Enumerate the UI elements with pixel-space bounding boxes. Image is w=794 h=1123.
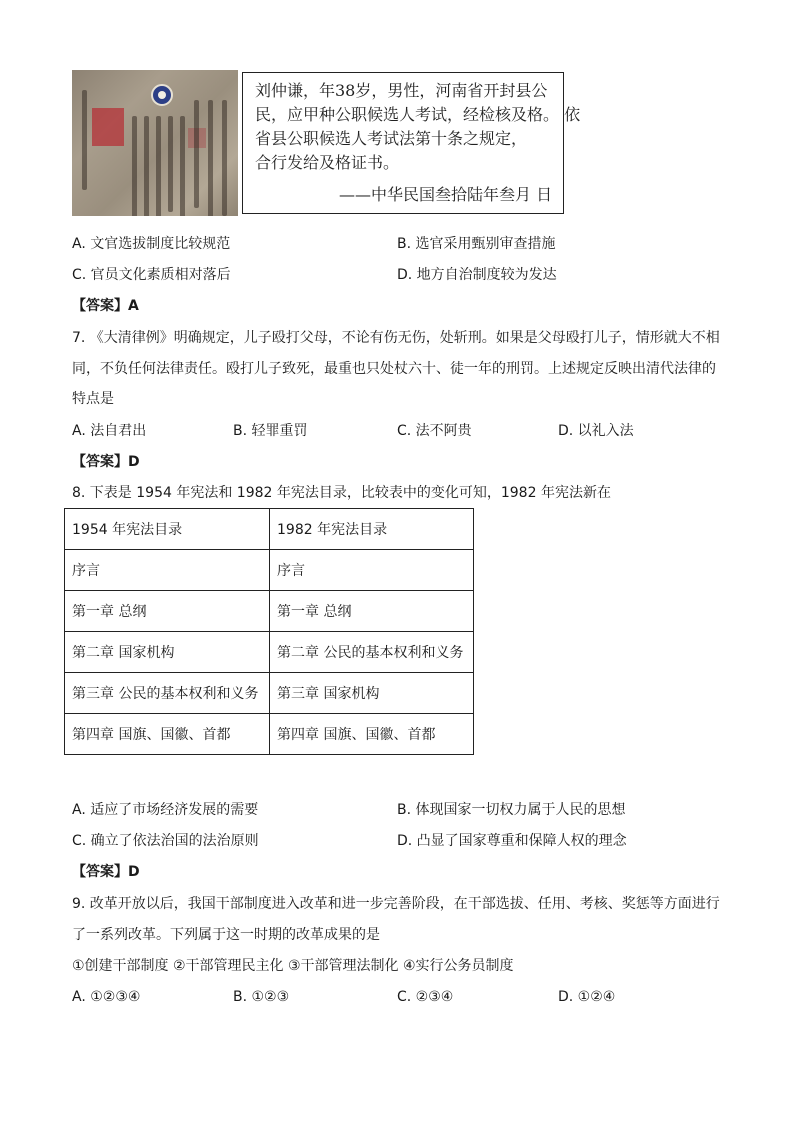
q9-option-d: D. ①②④	[558, 989, 616, 1005]
q8-stem: 8. 下表是 1954 年宪法和 1982 年宪法目录，比较表中的变化可知，1982 年宪法新在	[72, 485, 611, 501]
q7-stem-line: 7. 《大清律例》明确规定，儿子殴打父母，不论有伤无伤，处斩刑。如果是父母殴打儿子，情形就大不相	[72, 330, 720, 346]
q7-stem-line: 同，不负任何法律责任。殴打儿子致死，最重也只处杖六十、徒一年的刑罚。上述规定反映出清代法律的	[72, 361, 716, 377]
q7-stem-line: 特点是	[72, 391, 114, 407]
q7-option-a: A. 法自君出	[72, 423, 147, 439]
table-cell: 第一章 总纲	[65, 591, 270, 632]
script-column	[168, 116, 173, 212]
script-column	[180, 116, 185, 216]
emblem-icon	[151, 84, 173, 106]
q9-option-c: C. ②③④	[397, 989, 454, 1005]
table-row	[65, 714, 474, 755]
table-cell: 第四章 国旗、国徽、首都	[65, 714, 270, 755]
table-cell: 第三章 国家机构	[270, 673, 474, 714]
table-cell: 第一章 总纲	[270, 591, 474, 632]
q6-option-b: B. 选官采用甄别审查措施	[397, 236, 556, 252]
script-column	[208, 100, 213, 216]
q9-stem-line: 9. 改革开放以后，我国干部制度进入改革和进一步完善阶段，在干部选拔、任用、考核、奖惩等方面进行	[72, 896, 720, 912]
table-cell: 序言	[65, 550, 270, 591]
table-row	[65, 550, 474, 591]
quote-line: 合行发给及格证书。	[255, 153, 400, 172]
table-row	[65, 591, 474, 632]
q8-answer: 【答案】D	[72, 864, 140, 880]
table-cell: 第四章 国旗、国徽、首都	[270, 714, 474, 755]
q9-stem-line: 了一系列改革。下列属于这一时期的改革成果的是	[72, 927, 380, 943]
q9-option-a: A. ①②③④	[72, 989, 141, 1005]
q7-option-c: C. 法不阿贵	[397, 423, 472, 439]
script-column	[222, 100, 227, 216]
table-cell: 第二章 国家机构	[65, 632, 270, 673]
q6-option-a: A. 文官选拔制度比较规范	[72, 236, 231, 252]
script-column	[194, 100, 199, 208]
q8-option-a: A. 适应了市场经济发展的需要	[72, 802, 259, 818]
table-row	[65, 632, 474, 673]
q9-items: ①创建干部制度 ②干部管理民主化 ③干部管理法制化 ④实行公务员制度	[72, 958, 514, 974]
q8-option-c: C. 确立了依法治国的法治原则	[72, 833, 259, 849]
script-column	[132, 116, 137, 216]
quote-line: 刘仲谦，年38岁，男性，河南省开封县公	[255, 81, 548, 100]
q7-answer: 【答案】D	[72, 454, 140, 470]
quote-line: 省县公职候选人考试法第十条之规定，	[255, 129, 528, 148]
table-row	[65, 509, 474, 550]
red-seal-stamp	[92, 108, 124, 146]
q8-option-b: B. 体现国家一切权力属于人民的思想	[397, 802, 626, 818]
q7-option-d: D. 以礼入法	[558, 423, 634, 439]
script-column	[156, 116, 161, 216]
table-cell: 1982 年宪法目录	[270, 509, 474, 550]
q8-option-d: D. 凸显了国家尊重和保障人权的理念	[397, 833, 627, 849]
script-column	[82, 90, 87, 190]
table-row	[65, 673, 474, 714]
quote-signature: ——中华民国叁拾陆年叁月 日	[339, 185, 553, 204]
q6-answer: 【答案】A	[72, 298, 139, 314]
q6-option-d: D. 地方自治制度较为发达	[397, 267, 557, 283]
certificate-quote-box	[242, 72, 581, 214]
script-column	[144, 116, 149, 216]
table-cell: 1954 年宪法目录	[65, 509, 270, 550]
table-cell: 第二章 公民的基本权利和义务	[270, 632, 474, 673]
constitution-table	[64, 508, 474, 755]
certificate-photo	[72, 70, 238, 216]
table-cell: 第三章 公民的基本权利和义务	[65, 673, 270, 714]
q6-option-c: C. 官员文化素质相对落后	[72, 267, 231, 283]
q7-option-b: B. 轻罪重罚	[233, 423, 308, 439]
quote-line: 民，应甲种公职候选人考试，经检核及格。 依	[255, 105, 581, 124]
table-cell: 序言	[270, 550, 474, 591]
q9-option-b: B. ①②③	[233, 989, 290, 1005]
